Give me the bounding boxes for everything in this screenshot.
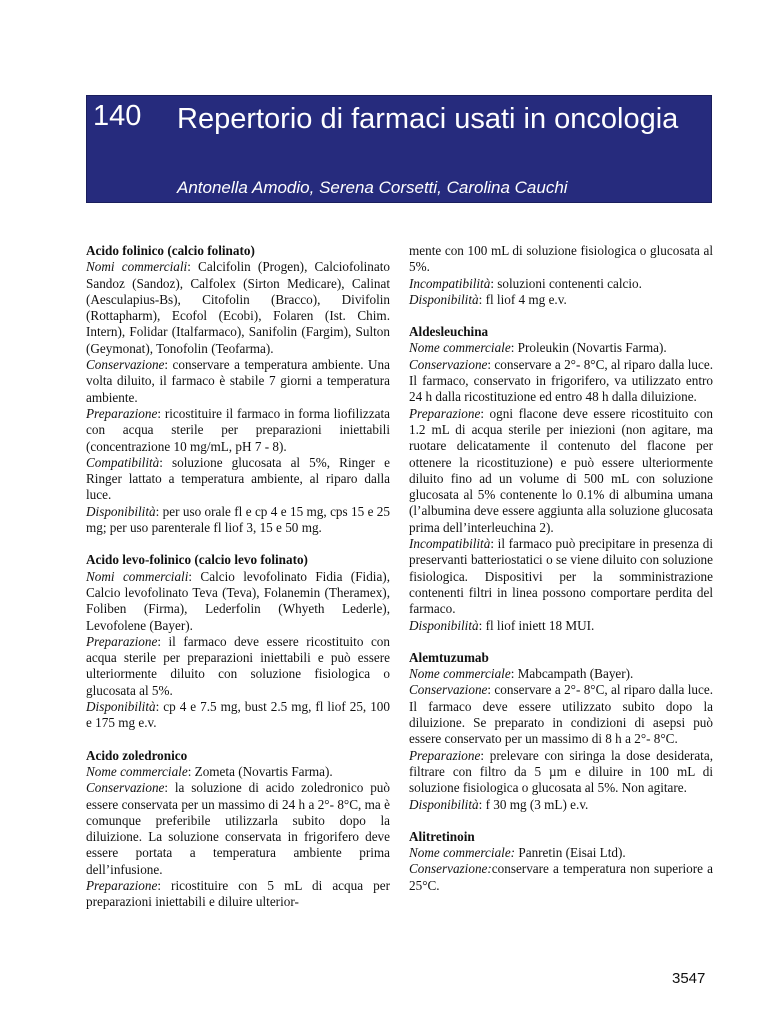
field-text: : il farmaco deve essere ricostituito con acqua sterile per preparazioni iniettabili e può essere ulteriormente diluito con soluzione fisiologica o glucosata al 5%. [86,633,390,698]
field-label: Compatibilità [86,454,160,470]
drug-field [409,682,713,747]
drug-field [86,634,390,699]
field-text: : f 30 mg (3 mL) e.v. [478,796,589,812]
drug-field [86,504,390,537]
drug-heading: Alitretinoin [409,828,475,844]
field-label: Conservazione [86,357,165,373]
field-text: conservare a temperatura non superiore a 25°C. [409,861,713,893]
field-label: Conservazione: [409,861,492,877]
field-label: Nome commerciale [409,340,511,356]
field-label: Nomi commerciali [86,259,188,275]
field-label: Preparazione [409,405,481,421]
drug-field [86,780,390,878]
field-label: Preparazione [86,405,158,421]
chapter-header [86,95,712,203]
drug-field [409,243,713,276]
drug-heading: Aldesleuchina [409,324,489,340]
drug-field [409,406,713,536]
drug-heading: Acido folinico (calcio folinato) [86,243,255,258]
drug-heading: Acido levo-folinico (calcio levo folinato) [86,552,308,568]
field-text: : soluzione glucosata al 5%, Ringer e Ringer lattato a temperatura ambiente, al riparo dalla luce. [86,454,390,503]
field-label: Disponibilità [86,699,156,715]
field-text: : ricostituire il farmaco in forma liofilizzata con acqua sterile per preparazioni iniettabili (concentrazione 10 mg/mL, pH 7 - 8). [86,405,390,454]
chapter-authors: Antonella Amodio, Serena Corsetti, Carolina Cauchi [177,178,568,197]
field-text: : Calcio levofolinato Fidia (Fidia), Calcio levofolinato Teva (Teva), Folanemin (Theramex), Foliben (Firma), Lederfolin (Whyeth Lederle), Levofolene (Bayer). [86,568,390,633]
field-label: Nome commerciale [409,666,511,682]
drug-field [86,569,390,634]
drug-field [409,340,713,356]
field-text: : conservare a 2°- 8°C, al riparo dalla luce. Il farmaco deve essere utilizzato subito dopo la diluizione. Se preparato in condizioni di asepsi può essere conservato per un massimo di 8 h a 2°- 8°C. [409,682,713,747]
drug-field [409,797,713,813]
field-label: Nome commerciale: [409,845,516,861]
drug-field [86,699,390,732]
field-text: mente con 100 mL di soluzione fisiologica o glucosata al 5%. [409,243,713,275]
drug-heading: Alemtuzumab [409,649,489,665]
field-text: : Calcifolin (Progen), Calciofolinato Sandoz (Sandoz), Calfolex (Sirton Medicare), Calinat (Aesculapius-Bs), Citofolin (Bracco), Divifolin (Rottapharm), Ecofol (Ecobi), Folaren (Ist. Chim. Intern), Folidar (Italfarmaco), Sanifolin (Fargim), Sulton (Geymonat), Tonofolin (Teofarma). [86,259,390,356]
field-text: : la soluzione di acido zoledronico può essere conservata per un massimo di 24 h a 2°- 8°C, ma è comunque preferibile utilizzarla subito dopo la diluizione. La soluzione conservata in frigorifero deve essere portata a temperatura ambiente prima dell’infusione. [86,780,390,877]
drug-field [409,292,713,308]
field-text: : soluzioni contenenti calcio. [490,275,642,291]
field-text: : ricostituire con 5 mL di acqua per preparazioni iniettabili e diluire ulterior- [86,877,390,910]
drug-field [86,764,390,780]
drug-field [409,666,713,682]
drug-field [409,748,713,797]
field-label: Disponibilità [409,291,479,307]
chapter-number: 140 [93,100,142,132]
field-text: : Mabcampath (Bayer). [510,666,634,682]
field-label: Disponibilità [86,503,156,519]
field-label: Incompatibilità [409,275,491,291]
drug-field [409,357,713,406]
field-text: : conservare a temperatura ambiente. Una volta diluito, il farmaco è stabile 7 giorni a temperatura ambiente. [86,357,390,405]
field-text: : il farmaco può precipitare in presenza di preservanti batteriostatici o se viene diluito con soluzione fisiologica. Dispositivi per la somministrazione contenenti filtri in linea possono comportare perdita del farmaco. [409,536,713,617]
field-text: : fl liof 4 mg e.v. [478,291,567,307]
drug-field [409,861,713,894]
right-column [409,243,713,894]
page-number: 3547 [672,970,706,987]
field-text: : Proleukin (Novartis Farma). [510,340,667,356]
section-gap [86,732,390,748]
drug-field [86,455,390,504]
field-label: Nomi commerciali [86,568,189,584]
field-label: Incompatibilità [409,536,491,552]
field-text: : prelevare con siringa la dose desiderata, filtrare con filtro da 5 µm e diluire in 100 mL di soluzione fisiologica o glucosata al 5%. Non agitare. [409,747,713,796]
section-gap [86,536,390,552]
drug-field [409,276,713,292]
field-text: : fl liof iniett 18 MUI. [478,617,595,633]
drug-field [409,536,713,617]
field-text: : cp 4 e 7.5 mg, bust 2.5 mg, fl liof 25, 100 e 175 mg e.v. [86,699,390,731]
field-text: : conservare a 2°- 8°C, al riparo dalla luce. Il farmaco, conservato in frigorifero, va utilizzato entro 24 h dalla ricostituzione ed entro 48 h dalla diluizione. [409,356,713,405]
section-gap [409,813,713,829]
drug-field [86,357,390,406]
field-label: Disponibilità [409,617,479,633]
field-label: Preparazione [86,877,158,893]
drug-field [409,618,713,634]
field-label: Preparazione [409,747,481,763]
field-text: Panretin (Eisai Ltd). [515,845,626,861]
field-label: Conservazione [409,356,488,372]
drug-field [409,845,713,861]
field-label: Conservazione [86,780,165,796]
field-label: Nome commerciale [86,763,188,779]
field-label: Conservazione [409,682,488,698]
field-text: : Zometa (Novartis Farma). [187,763,333,779]
section-gap [409,308,713,324]
drug-field [86,406,390,455]
drug-field [86,878,390,911]
drug-heading: Acido zoledronico [86,747,188,763]
chapter-title: Repertorio di farmaci usati in oncologia [177,103,679,135]
field-text: : per uso orale fl e cp 4 e 15 mg, cps 15 e 25 mg; per uso parenterale fl liof 3, 15 e 50 mg. [86,503,390,536]
left-column [86,243,390,911]
field-label: Preparazione [86,633,158,649]
field-label: Disponibilità [409,796,479,812]
section-gap [409,634,713,650]
drug-field [86,259,390,357]
field-text: : ogni flacone deve essere ricostituito con 1.2 mL di acqua sterile per iniezioni (non agitare, ma ruotare delicatamente il contenuto del flacone per ottenere la ricostituzione) e può essere ulteriormente diluito fino ad un volume di 500 mL con soluzione glucosata al 5% contenente lo 0.1% di albumina umana (l’albumina deve essere aggiunta alla soluzione glucosata prima dell’interleuchina 2). [409,405,713,535]
